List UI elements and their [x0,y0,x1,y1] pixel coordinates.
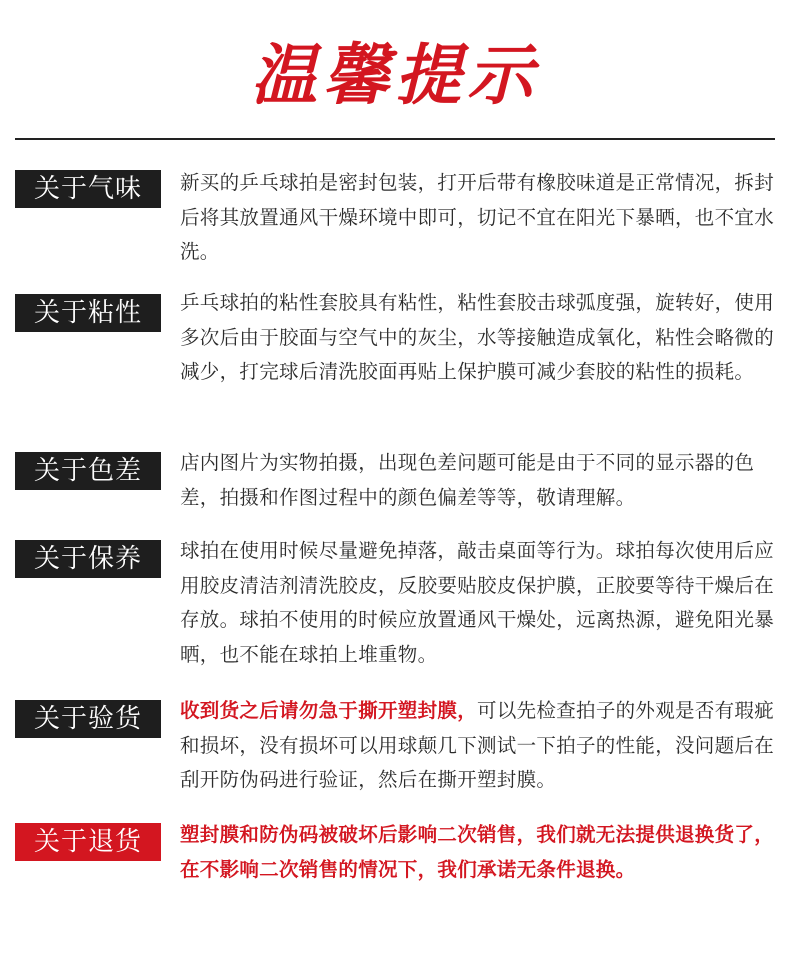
section-label-stickiness: 关于粘性 [15,294,161,332]
section-label-smell: 关于气味 [15,170,161,208]
page-title: 温馨提示 [251,37,539,114]
section-text-returns: 塑封膜和防伪码被破坏后影响二次销售，我们就无法提供退换货了，在不影响二次销售的情况下，我们承诺无条件退换。 [180,823,775,881]
inspection-warning: 收到货之后请勿急于撕开塑封膜， [180,699,478,722]
section-label-maintenance: 关于保养 [15,540,161,578]
section-text-stickiness: 乒乓球拍的粘性套胶具有粘性，粘性套胶击球弧度强，旋转好，使用多次后由于胶面与空气中的灰尘，水等接触造成氧化，粘性会略微的减少，打完球后清洗胶面再贴上保护膜可减少套胶的粘性的损耗。 [180,291,775,383]
title-divider [15,138,775,140]
inspection-body: 可以先检查拍子的外观是否有瑕疵和损坏，没有损坏可以用球颠几下测试一下拍子的性能，没问题后在刮开防伪码进行验证，然后在撕开塑封膜。 [180,699,775,791]
section-text-inspection [180,694,780,798]
section-text-color-difference: 店内图片为实物拍摄，出现色差问题可能是由于不同的显示器的色差，拍摄和作图过程中的颜色偏差等等，敬请理解。 [180,451,755,509]
section-label-color-difference: 关于色差 [15,452,161,490]
section-label-inspection: 关于验货 [15,700,161,738]
section-text-smell: 新买的乒乓球拍是密封包装，打开后带有橡胶味道是正常情况，拆封后将其放置通风干燥环境中即可，切记不宜在阳光下暴晒，也不宜水洗。 [180,171,775,263]
section-label-returns: 关于退货 [15,823,161,861]
section-text-maintenance: 球拍在使用时候尽量避免掉落，敲击桌面等行为。球拍每次使用后应用胶皮清洁剂清洗胶皮，反胶要贴胶皮保护膜，正胶要等待干燥后在存放。球拍不使用的时候应放置通风干燥处，远离热源，避免阳光暴晒，也不能在球拍上堆重物。 [180,539,775,666]
